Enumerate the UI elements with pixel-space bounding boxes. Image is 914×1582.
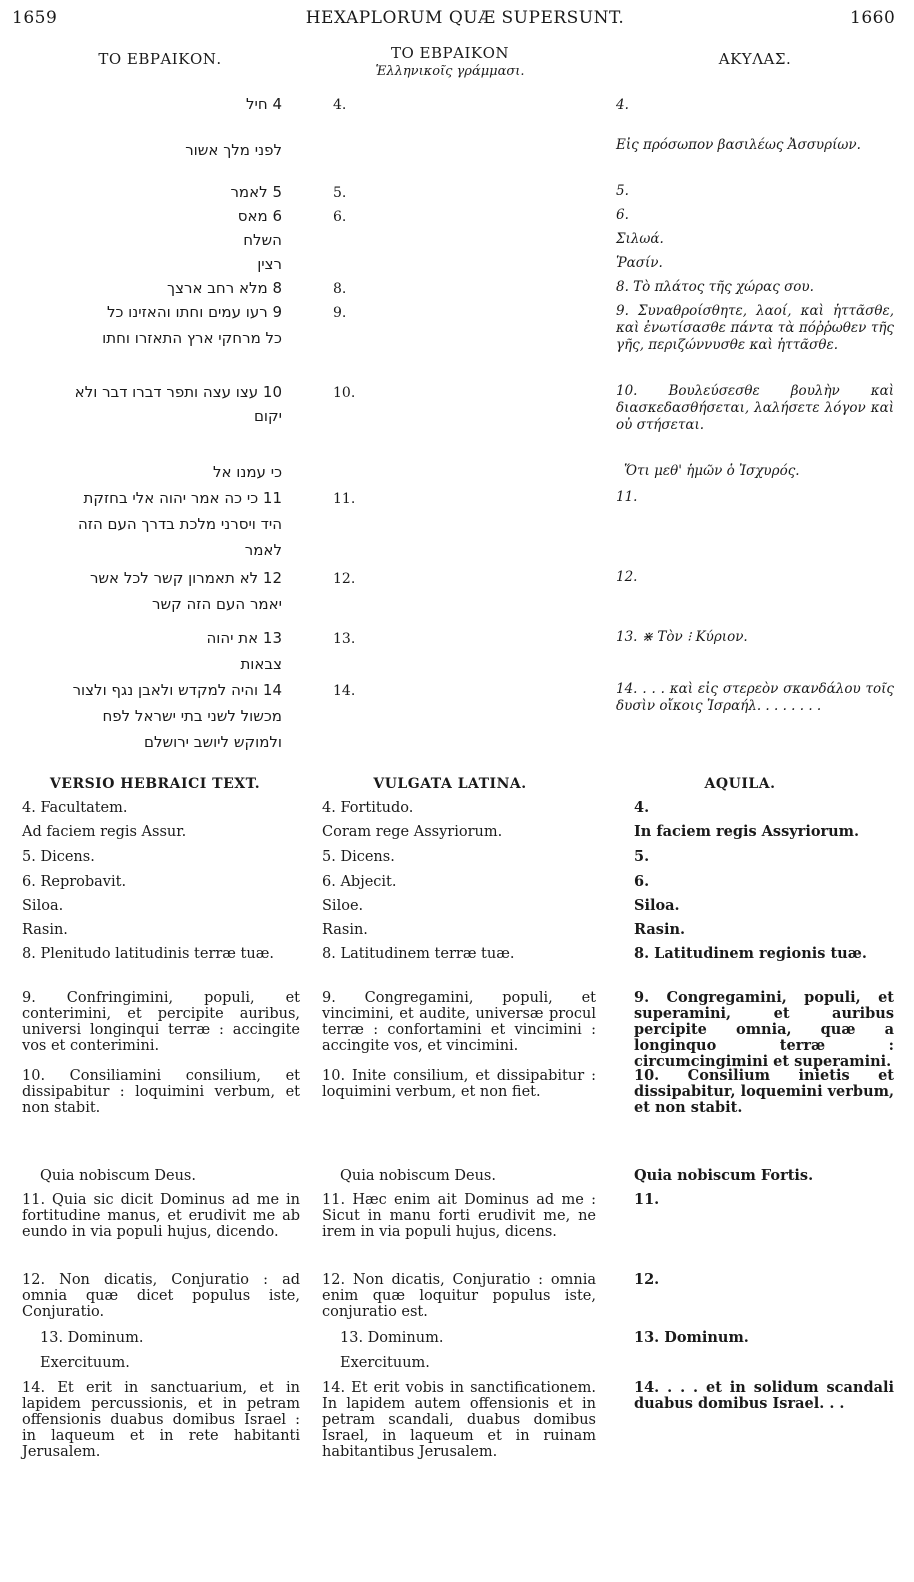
aquila-latin-entry: 8. Latitudinem regionis tuæ. [634,945,867,962]
versio-entry: Siloa. [22,898,64,914]
versio-entry: 11. Quia sic dicit Dominus ad me in fortitudine manus, et erudivit me ab eundo in via populi hujus, dicendo. [22,1192,300,1240]
hebrew-line: יאמר העם הזה קשר [151,595,282,613]
vulgata-entry: 13. Dominum. [340,1330,444,1346]
versio-column-title: VERSIO HEBRAICI TEXT. [49,776,261,792]
hebrew-line: 9 רעו עמים וחתו והאזינו כל [106,303,282,321]
hebrew-line: צבאות [240,655,282,673]
vulgata-entry: Rasin. [322,922,368,938]
aquila-latin-entry: Rasin. [634,921,686,938]
aquila-greek-entry: 6. [616,207,629,223]
versio-entry: 8. Plenitudo latitudinis terræ tuæ. [22,946,274,962]
translit-verse-number: 5. [333,185,347,201]
aquila-latin-entry: Quia nobiscum Fortis. [634,1167,814,1184]
translit-verse-number: 6. [333,209,347,225]
aquila-greek-entry: Ῥασίν. [616,255,663,271]
hebrew-line: 4 חיל [246,95,282,113]
page-number-left: 1659 [12,8,58,28]
hebrew-line: 13 את יהוה [206,629,282,647]
vulgata-entry: Coram rege Assyriorum. [322,824,503,840]
hebrew-line: 10 עצו עצה ותפר דברו דבר ולא [74,383,282,401]
hebrew-line: לאמר [244,541,282,559]
versio-entry: Ad faciem regis Assur. [22,824,187,840]
vulgata-entry: 8. Latitudinem terræ tuæ. [322,946,515,962]
hebrew-line: 11 כי כה אמר יהוה אלי בחזקת [83,489,282,507]
vulgata-entry: 11. Hæc enim ait Dominus ad me : Sicut in manu forti erudivit me, ne irem in via populi hujus, dicens. [322,1192,596,1240]
hebrew-line: מכשול לשני בתי ישראל לפח [102,707,282,725]
aquila-greek-column-title: ΑΚΥΛΑΣ. [718,50,792,68]
hebrew-line: היד ויסרני מלכת בדרך העם הזה [77,515,282,533]
hebrew-line: 8 מלא רחב ארצך [167,279,282,297]
vulgata-column-title: VULGATA LATINA. [373,776,527,792]
vulgata-entry: 6. Abjecit. [322,874,397,890]
versio-entry: 12. Non dicatis, Conjuratio : ad omnia quæ dicet populus iste, Conjuratio. [22,1272,300,1320]
vulgata-entry: Exercituum. [340,1355,430,1371]
vulgata-entry: 10. Inite consilium, et dissipabitur : loquimini verbum, et non fiet. [322,1068,596,1100]
hebrew-line: כי עמנו אל [212,463,282,481]
aquila-latin-entry: 6. [634,873,650,890]
aquila-greek-entry: 8. Τὸ πλάτος τῆς χώρας σου. [616,279,814,295]
versio-entry: 14. Et erit in sanctuarium, et in lapidem percussionis, et in petram offensionis duabus domibus Israel : in laqueum et in rete habitanti Jerusalem. [22,1380,300,1460]
aquila-latin-entry: 4. [634,799,650,816]
versio-entry: 5. Dicens. [22,849,95,865]
translit-column-title: ΤΟ ΕΒΡΑΙΚΟΝ [390,44,510,62]
vulgata-entry: 5. Dicens. [322,849,395,865]
aquila-latin-entry: 14. . . . et in solidum scandali duabus domibus Israel. . . [634,1379,894,1412]
hebrew-line: 5 לאמר [230,183,282,201]
aquila-latin-entry: 10. Consilium inietis et dissipabitur, loquemini verbum, et non stabit. [634,1067,894,1116]
versio-entry: Rasin. [22,922,68,938]
translit-verse-number: 13. [333,631,356,647]
aquila-greek-entry: Ὅτι μεθ' ἡμῶν ὁ Ἰσχυρός. [624,463,800,479]
aquila-latin-entry: 12. [634,1271,660,1288]
vulgata-entry: Quia nobiscum Deus. [340,1168,496,1184]
hebrew-line: 12 לא תאמרון קשר לכל אשר [89,569,282,587]
hebrew-line: רצין [257,255,282,273]
translit-verse-number: 11. [333,491,356,507]
aquila-greek-entry: 11. [616,489,638,505]
aquila-greek-entry: 4. [616,97,629,113]
hebrew-line: לפני מלך אשור [185,141,282,159]
hebrew-line: ולמוקש ליושב ירושלם [144,733,282,751]
aquila-latin-entry: Siloa. [634,897,680,914]
aquila-latin-entry: 5. [634,848,650,865]
translit-column-subtitle: Ἑλληνικοῖς γράμμασι. [375,64,525,79]
hebrew-line: 14 והיה למקדש ולאבן נגף ולצור [72,681,282,699]
translit-verse-number: 14. [333,683,356,699]
aquila-latin-entry: 11. [634,1191,660,1208]
aquila-greek-entry: 14. . . . καὶ εἰς στερεὸν σκανδάλου τοῖς δυσὶν οἴκοις Ἰσραήλ. . . . . . . . [616,681,894,714]
vulgata-entry: 4. Fortitudo. [322,800,414,816]
hebrew-line: כל מרחקי ארץ התאזרו וחתו [102,329,282,347]
vulgata-entry: 12. Non dicatis, Conjuratio : omnia enim quæ loquitur populus iste, conjuratio est. [322,1272,596,1320]
aquila-latin-entry: In faciem regis Assyriorum. [634,823,860,840]
hebrew-line: יקום [253,407,282,425]
hebrew-column-title: ΤΟ ΕΒΡΑΙΚΟΝ. [98,50,222,68]
aquila-greek-entry: Σιλωά. [616,231,664,247]
aquila-greek-entry: 12. [616,569,638,585]
aquila-latin-column-title: AQUILA. [704,776,776,792]
vulgata-entry: 9. Congregamini, populi, et vincimini, et audite, universæ procul terræ : confortamini et vincimini : accingite vos, et vincimini. [322,990,596,1054]
running-title: HEXAPLORUM QUÆ SUPERSUNT. [305,8,625,28]
aquila-greek-entry: 5. [616,183,629,199]
versio-entry: 6. Reprobavit. [22,874,127,890]
versio-entry: 10. Consiliamini consilium, et dissipabitur : loquimini verbum, et non stabit. [22,1068,300,1116]
translit-verse-number: 8. [333,281,347,297]
aquila-greek-entry: Εἰς πρόσωπον βασιλέως Ἀσσυρίων. [616,137,861,153]
versio-entry: Quia nobiscum Deus. [40,1168,196,1184]
versio-entry: Exercituum. [40,1355,130,1371]
vulgata-entry: Siloe. [322,898,364,914]
versio-entry: 9. Confringimini, populi, et conterimini, et percipite auribus, universi longinqui terræ : accingite vos et conterimini. [22,990,300,1054]
aquila-greek-entry: 10. Βουλεύσεσθε βουλὴν καὶ διασκεδασθήσεται, λαλήσετε λόγον καὶ οὐ στήσεται. [616,383,894,433]
aquila-latin-entry: 13. Dominum. [634,1329,749,1346]
translit-verse-number: 9. [333,305,347,321]
aquila-latin-entry: 9. Congregamini, populi, et superamini, et auribus percipite omnia, quæ a longinquo terræ : circumcingimini et superamini. [634,989,894,1070]
translit-verse-number: 10. [333,385,356,401]
translit-verse-number: 4. [333,97,347,113]
vulgata-entry: 14. Et erit vobis in sanctificationem. In lapidem autem offensionis et in petram scandali, duabus domibus Israel, in laqueum et in ruinam habitantibus Jerusalem. [322,1380,596,1460]
hebrew-line: 6 מאס [237,207,282,225]
aquila-greek-entry: 9. Συναθροίσθητε, λαοί, καὶ ἡττᾶσθε, καὶ ἐνωτίσασθε πάντα τὰ πόῤῥωθεν τῆς γῆς, περιζώννυσθε καὶ ἡττᾶσθε. [616,303,894,353]
translit-verse-number: 12. [333,571,356,587]
aquila-greek-entry: 13. ⋇ Τὸν ⁝ Κύριον. [616,629,748,645]
hebrew-line: השלח [243,231,282,249]
versio-entry: 4. Facultatem. [22,800,128,816]
page-number-right: 1660 [850,8,896,28]
versio-entry: 13. Dominum. [40,1330,144,1346]
